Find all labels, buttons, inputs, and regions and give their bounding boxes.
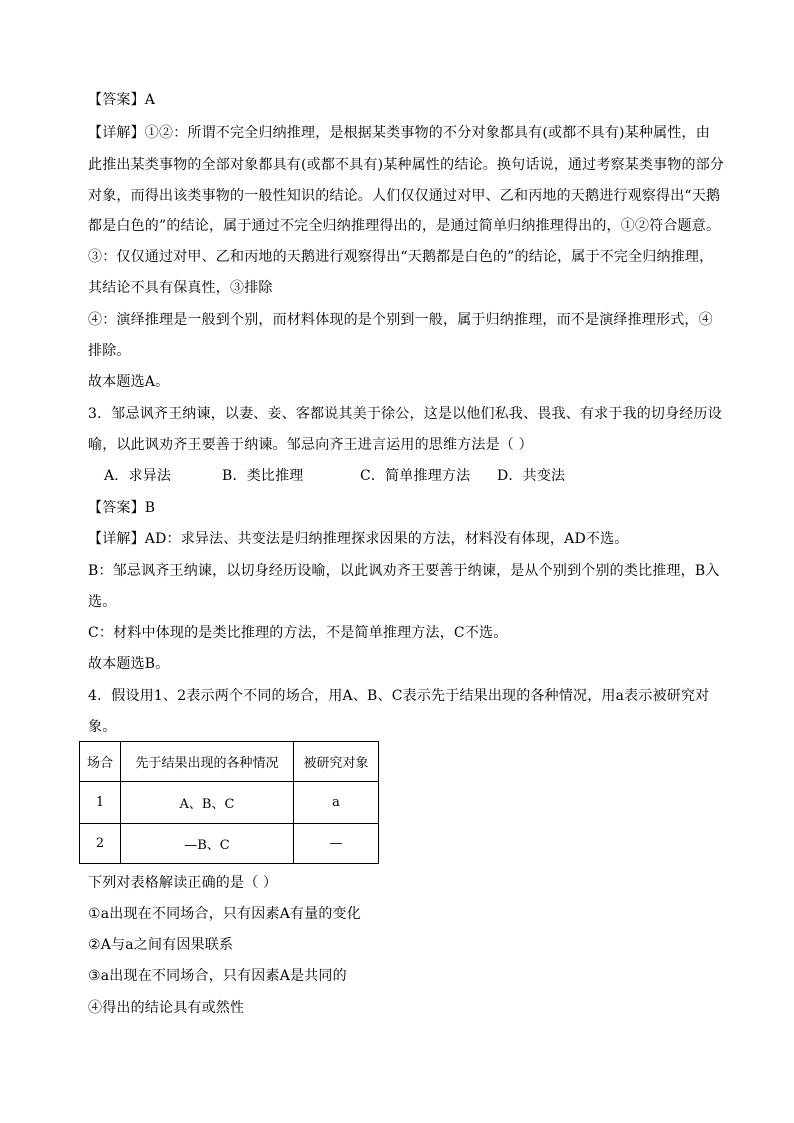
table-cell: — bbox=[294, 824, 379, 864]
table-cell: a bbox=[294, 782, 379, 824]
question-3-stem: 3．邹忌讽齐王纳谏，以妻、妾、客都说其美于徐公，这是以他们私我、畏我、有求于我的切身经历设 bbox=[88, 406, 722, 422]
explanation-line: ③：仅仅通过对甲、乙和丙地的天鹅进行观察得出“天鹅都是白色的”的结论，属于不完全归纳推理， bbox=[88, 249, 714, 265]
explanation-line: B：邹忌讽齐王纳谏，以切身经历设喻，以此讽劝齐王要善于纳谏，是从个别到个别的类比推理，B入 bbox=[88, 563, 720, 579]
statement-item: ②A与a之间有因果联系 bbox=[88, 937, 234, 953]
explanation-line: 对象，而得出该类事物的一般性知识的结论。人们仅仅通过对甲、乙和丙地的天鹅进行观察得出“天鹅 bbox=[88, 188, 721, 204]
explanation-line: 排除。 bbox=[88, 343, 131, 359]
table-header: 场合 bbox=[80, 742, 121, 782]
question-4-stem: 4．假设用1、2表示两个不同的场合，用A、B、C表示先于结果出现的各种情况，用a表示被研究对 bbox=[88, 688, 710, 704]
explanation-line: 其结论不具有保真性，③排除 bbox=[88, 280, 273, 296]
statement-item: ④得出的结论具有或然性 bbox=[88, 1000, 245, 1016]
data-table bbox=[79, 741, 379, 864]
explanation-line: 选。 bbox=[88, 594, 117, 610]
table-row bbox=[80, 824, 379, 864]
explanation-line: 【详解】AD：求异法、共变法是归纳推理探求因果的方法，材料没有体现，AD不选。 bbox=[88, 531, 629, 547]
statement-item: ③a出现在不同场合，只有因素A是共同的 bbox=[88, 968, 347, 984]
table-cell: —B、C bbox=[121, 824, 294, 864]
answer-label-q2: 【答案】A bbox=[88, 92, 156, 108]
answer-label-q3: 【答案】B bbox=[88, 500, 156, 516]
option-d: D．共变法 bbox=[497, 468, 566, 484]
table-cell: 2 bbox=[80, 824, 121, 864]
question-3-stem: 喻，以此讽劝齐王要善于纳谏。邹忌向齐王进言运用的思维方法是（ ） bbox=[88, 437, 533, 453]
explanation-line: 【详解】①②：所谓不完全归纳推理，是根据某类事物的不分对象都具有(或都不具有)某种属性，由 bbox=[88, 125, 710, 141]
table-row bbox=[80, 782, 379, 824]
option-b: B．类比推理 bbox=[222, 468, 304, 484]
explanation-line: 都是白色的”的结论，属于通过不完全归纳推理得出的，是通过简单归纳推理得出的，①②符合题意。 bbox=[88, 218, 721, 234]
explanation-line: C：材料中体现的是类比推理的方法，不是简单推理方法，C不选。 bbox=[88, 625, 508, 641]
conclusion-line: 故本题选A。 bbox=[88, 374, 170, 390]
statement-item: ①a出现在不同场合，只有因素A有量的变化 bbox=[88, 906, 362, 922]
table-cell: 1 bbox=[80, 782, 121, 824]
table-header-row bbox=[80, 742, 379, 782]
question-4-prompt: 下列对表格解读正确的是（ ） bbox=[88, 875, 278, 891]
table-header: 被研究对象 bbox=[294, 742, 379, 782]
question-3-options bbox=[104, 466, 565, 486]
explanation-line: ④：演绎推理是一般到个别，而材料体现的是个别到一般，属于归纳推理，而不是演绎推理形式，④ bbox=[88, 312, 713, 328]
table-header: 先于结果出现的各种情况 bbox=[121, 742, 294, 782]
option-c: C．简单推理方法 bbox=[360, 468, 471, 484]
question-4-stem: 象。 bbox=[88, 719, 117, 735]
table-cell: A、B、C bbox=[121, 782, 294, 824]
option-a: A．求异法 bbox=[104, 468, 172, 484]
explanation-line: 此推出某类事物的全部对象都具有(或都不具有)某种属性的结论。换句话说，通过考察某类事物的部分 bbox=[88, 157, 725, 173]
conclusion-line: 故本题选B。 bbox=[88, 656, 170, 672]
